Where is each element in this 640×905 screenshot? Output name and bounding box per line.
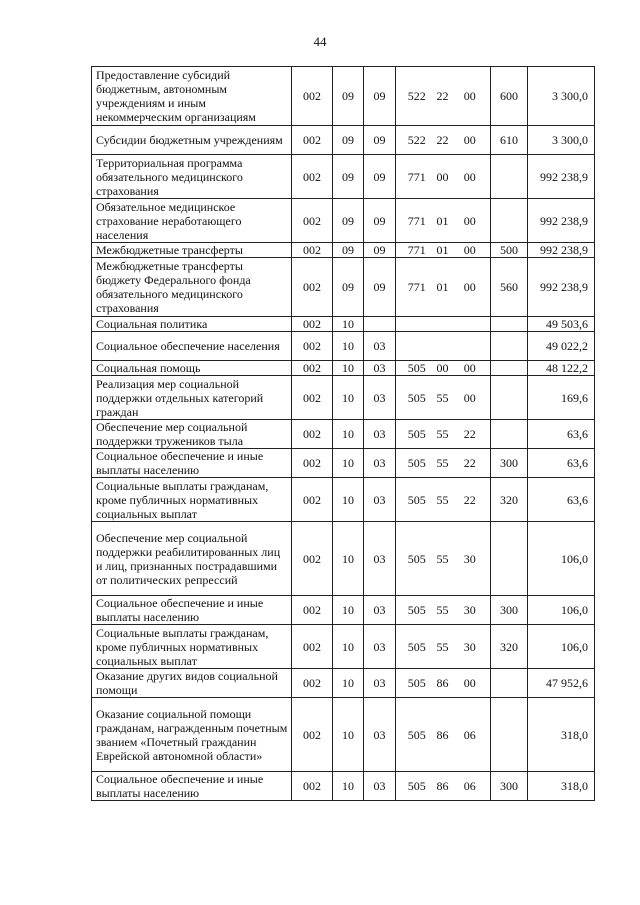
section-code: 10 xyxy=(333,420,364,449)
subsection-code: 03 xyxy=(364,449,396,478)
row-name: Обязательное медицинское страхование неработающего населения xyxy=(92,199,292,243)
row-name: Социальное обеспечение и иные выплаты населению xyxy=(92,449,292,478)
target-element-code: 00 xyxy=(458,361,491,376)
table-row xyxy=(92,258,595,317)
target-program-code: 505 xyxy=(396,361,428,376)
table-row xyxy=(92,625,595,669)
table-row xyxy=(92,199,595,243)
row-name: Оказание социальной помощи гражданам, награжденным почетным званием «Почетный гражданин Еврейской автономной области» xyxy=(92,698,292,772)
ministry-code: 002 xyxy=(292,478,333,522)
row-name: Предоставление субсидий бюджетным, автономным учреждениям и иным некоммерческим организациям xyxy=(92,67,292,126)
section-code: 09 xyxy=(333,155,364,199)
target-program-code xyxy=(396,332,428,361)
target-program-code: 505 xyxy=(396,376,428,420)
subsection-code xyxy=(364,317,396,332)
expense-type-code xyxy=(491,199,528,243)
row-name: Социальное обеспечение и иные выплаты населению xyxy=(92,772,292,801)
target-element-code: 22 xyxy=(458,478,491,522)
page-number: 44 xyxy=(313,34,327,49)
budget-table-body xyxy=(92,67,595,801)
expense-type-code: 320 xyxy=(491,625,528,669)
section-code: 09 xyxy=(333,258,364,317)
table-row xyxy=(92,155,595,199)
expense-type-code xyxy=(491,332,528,361)
section-code: 10 xyxy=(333,596,364,625)
row-name: Социальная политика xyxy=(92,317,292,332)
subsection-code: 03 xyxy=(364,772,396,801)
table-row xyxy=(92,126,595,155)
amount: 169,6 xyxy=(528,376,595,420)
target-program-code: 505 xyxy=(396,449,428,478)
target-element-code: 30 xyxy=(458,596,491,625)
table-row xyxy=(92,772,595,801)
ministry-code: 002 xyxy=(292,772,333,801)
table-row xyxy=(92,317,595,332)
amount: 992 238,9 xyxy=(528,199,595,243)
section-code: 10 xyxy=(333,478,364,522)
section-code: 10 xyxy=(333,332,364,361)
row-name: Социальное обеспечение и иные выплаты населению xyxy=(92,596,292,625)
table-row xyxy=(92,332,595,361)
amount: 106,0 xyxy=(528,596,595,625)
expense-type-code: 320 xyxy=(491,478,528,522)
target-element-code: 06 xyxy=(458,772,491,801)
subsection-code: 03 xyxy=(364,332,396,361)
amount: 3 300,0 xyxy=(528,126,595,155)
subsection-code: 09 xyxy=(364,67,396,126)
subsection-code: 03 xyxy=(364,625,396,669)
target-subprogram-code: 55 xyxy=(428,596,458,625)
target-element-code: 00 xyxy=(458,67,491,126)
row-name: Оказание других видов социальной помощи xyxy=(92,669,292,698)
target-subprogram-code: 55 xyxy=(428,522,458,596)
target-element-code: 00 xyxy=(458,243,491,258)
section-code: 09 xyxy=(333,67,364,126)
target-program-code: 505 xyxy=(396,420,428,449)
ministry-code: 002 xyxy=(292,243,333,258)
expense-type-code: 300 xyxy=(491,449,528,478)
row-name: Межбюджетные трансферты бюджету Федерального фонда обязательного медицинского страхования xyxy=(92,258,292,317)
target-program-code: 771 xyxy=(396,258,428,317)
table-row xyxy=(92,478,595,522)
target-program-code: 505 xyxy=(396,669,428,698)
ministry-code: 002 xyxy=(292,155,333,199)
row-name: Социальные выплаты гражданам, кроме публичных нормативных социальных выплат xyxy=(92,625,292,669)
table-row xyxy=(92,669,595,698)
expense-type-code xyxy=(491,420,528,449)
target-subprogram-code xyxy=(428,317,458,332)
target-program-code: 505 xyxy=(396,478,428,522)
table-row xyxy=(92,449,595,478)
amount: 48 122,2 xyxy=(528,361,595,376)
ministry-code: 002 xyxy=(292,596,333,625)
subsection-code: 09 xyxy=(364,243,396,258)
amount: 992 238,9 xyxy=(528,243,595,258)
subsection-code: 09 xyxy=(364,126,396,155)
target-element-code: 22 xyxy=(458,449,491,478)
target-subprogram-code: 01 xyxy=(428,199,458,243)
table-row xyxy=(92,522,595,596)
ministry-code: 002 xyxy=(292,625,333,669)
amount: 106,0 xyxy=(528,625,595,669)
target-element-code: 00 xyxy=(458,258,491,317)
target-subprogram-code: 00 xyxy=(428,155,458,199)
subsection-code: 03 xyxy=(364,376,396,420)
amount: 318,0 xyxy=(528,698,595,772)
row-name: Социальное обеспечение населения xyxy=(92,332,292,361)
row-name: Обеспечение мер социальной поддержки тружеников тыла xyxy=(92,420,292,449)
section-code: 10 xyxy=(333,449,364,478)
ministry-code: 002 xyxy=(292,317,333,332)
expense-type-code: 560 xyxy=(491,258,528,317)
table-row xyxy=(92,243,595,258)
ministry-code: 002 xyxy=(292,361,333,376)
target-program-code: 771 xyxy=(396,155,428,199)
amount: 49 503,6 xyxy=(528,317,595,332)
target-program-code xyxy=(396,317,428,332)
target-element-code: 22 xyxy=(458,420,491,449)
ministry-code: 002 xyxy=(292,522,333,596)
target-element-code: 06 xyxy=(458,698,491,772)
target-subprogram-code: 01 xyxy=(428,243,458,258)
target-element-code: 00 xyxy=(458,126,491,155)
budget-table xyxy=(91,66,595,801)
target-subprogram-code: 22 xyxy=(428,67,458,126)
ministry-code: 002 xyxy=(292,199,333,243)
target-subprogram-code: 00 xyxy=(428,361,458,376)
expense-type-code: 610 xyxy=(491,126,528,155)
section-code: 09 xyxy=(333,126,364,155)
section-code: 09 xyxy=(333,199,364,243)
subsection-code: 03 xyxy=(364,698,396,772)
target-element-code: 00 xyxy=(458,669,491,698)
section-code: 10 xyxy=(333,317,364,332)
target-subprogram-code: 55 xyxy=(428,449,458,478)
amount: 63,6 xyxy=(528,478,595,522)
amount: 106,0 xyxy=(528,522,595,596)
table-row xyxy=(92,420,595,449)
target-program-code: 505 xyxy=(396,698,428,772)
amount: 63,6 xyxy=(528,449,595,478)
row-name: Обеспечение мер социальной поддержки реабилитированных лиц и лиц, признанных пострадавшими от политических репрессий xyxy=(92,522,292,596)
target-subprogram-code: 86 xyxy=(428,772,458,801)
section-code: 10 xyxy=(333,669,364,698)
target-subprogram-code: 86 xyxy=(428,669,458,698)
expense-type-code xyxy=(491,698,528,772)
row-name: Субсидии бюджетным учреждениям xyxy=(92,126,292,155)
ministry-code: 002 xyxy=(292,698,333,772)
section-code: 10 xyxy=(333,361,364,376)
subsection-code: 03 xyxy=(364,522,396,596)
subsection-code: 03 xyxy=(364,478,396,522)
target-subprogram-code: 55 xyxy=(428,478,458,522)
section-code: 10 xyxy=(333,522,364,596)
amount: 318,0 xyxy=(528,772,595,801)
amount: 49 022,2 xyxy=(528,332,595,361)
target-program-code: 505 xyxy=(396,596,428,625)
row-name: Социальная помощь xyxy=(92,361,292,376)
row-name: Социальные выплаты гражданам, кроме публичных нормативных социальных выплат xyxy=(92,478,292,522)
expense-type-code xyxy=(491,522,528,596)
section-code: 09 xyxy=(333,243,364,258)
subsection-code: 03 xyxy=(364,596,396,625)
amount: 3 300,0 xyxy=(528,67,595,126)
target-subprogram-code: 22 xyxy=(428,126,458,155)
subsection-code: 09 xyxy=(364,199,396,243)
row-name: Реализация мер социальной поддержки отдельных категорий граждан xyxy=(92,376,292,420)
expense-type-code: 600 xyxy=(491,67,528,126)
subsection-code: 03 xyxy=(364,669,396,698)
amount: 992 238,9 xyxy=(528,258,595,317)
table-row xyxy=(92,698,595,772)
target-program-code: 522 xyxy=(396,126,428,155)
section-code: 10 xyxy=(333,772,364,801)
expense-type-code xyxy=(491,669,528,698)
subsection-code: 03 xyxy=(364,420,396,449)
table-row xyxy=(92,596,595,625)
section-code: 10 xyxy=(333,625,364,669)
ministry-code: 002 xyxy=(292,669,333,698)
table-row xyxy=(92,376,595,420)
target-element-code xyxy=(458,332,491,361)
ministry-code: 002 xyxy=(292,420,333,449)
target-subprogram-code: 01 xyxy=(428,258,458,317)
target-subprogram-code: 55 xyxy=(428,376,458,420)
expense-type-code: 500 xyxy=(491,243,528,258)
target-subprogram-code: 55 xyxy=(428,420,458,449)
expense-type-code xyxy=(491,317,528,332)
target-program-code: 505 xyxy=(396,772,428,801)
expense-type-code xyxy=(491,376,528,420)
target-program-code: 505 xyxy=(396,522,428,596)
section-code: 10 xyxy=(333,698,364,772)
target-element-code: 30 xyxy=(458,522,491,596)
ministry-code: 002 xyxy=(292,376,333,420)
target-subprogram-code: 55 xyxy=(428,625,458,669)
target-program-code: 505 xyxy=(396,625,428,669)
expense-type-code xyxy=(491,155,528,199)
expense-type-code xyxy=(491,361,528,376)
target-element-code: 00 xyxy=(458,376,491,420)
target-program-code: 522 xyxy=(396,67,428,126)
table-row xyxy=(92,67,595,126)
ministry-code: 002 xyxy=(292,67,333,126)
table-row xyxy=(92,361,595,376)
ministry-code: 002 xyxy=(292,332,333,361)
amount: 992 238,9 xyxy=(528,155,595,199)
target-subprogram-code xyxy=(428,332,458,361)
target-program-code: 771 xyxy=(396,243,428,258)
subsection-code: 09 xyxy=(364,258,396,317)
target-element-code: 00 xyxy=(458,155,491,199)
amount: 47 952,6 xyxy=(528,669,595,698)
ministry-code: 002 xyxy=(292,449,333,478)
subsection-code: 09 xyxy=(364,155,396,199)
section-code: 10 xyxy=(333,376,364,420)
target-element-code: 30 xyxy=(458,625,491,669)
target-subprogram-code: 86 xyxy=(428,698,458,772)
expense-type-code: 300 xyxy=(491,596,528,625)
row-name: Межбюджетные трансферты xyxy=(92,243,292,258)
target-element-code xyxy=(458,317,491,332)
amount: 63,6 xyxy=(528,420,595,449)
subsection-code: 03 xyxy=(364,361,396,376)
target-element-code: 00 xyxy=(458,199,491,243)
target-program-code: 771 xyxy=(396,199,428,243)
ministry-code: 002 xyxy=(292,126,333,155)
ministry-code: 002 xyxy=(292,258,333,317)
row-name: Территориальная программа обязательного медицинского страхования xyxy=(92,155,292,199)
expense-type-code: 300 xyxy=(491,772,528,801)
